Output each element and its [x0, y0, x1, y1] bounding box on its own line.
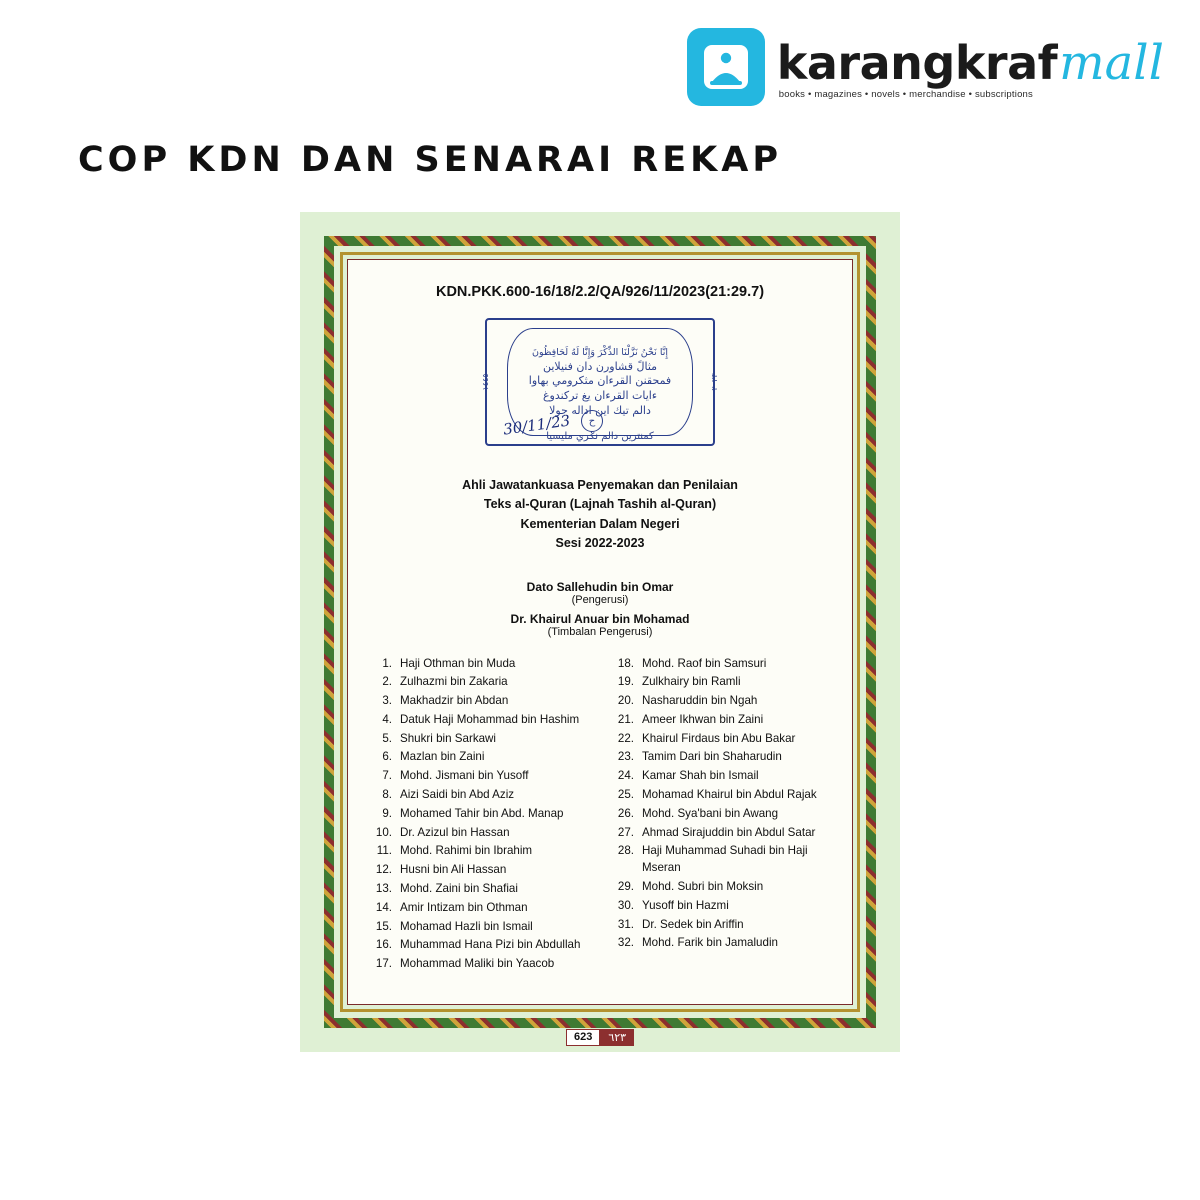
- member-number: 15.: [375, 919, 392, 933]
- member-name: Mohd. Zaini bin Shafiai: [400, 882, 518, 896]
- member-name: Mazlan bin Zaini: [400, 750, 485, 764]
- member-name: Mohd. Sya'bani bin Awang: [642, 806, 779, 820]
- member-name: Mohamad Khairul bin Abdul Rajak: [642, 788, 817, 802]
- list-item: [608, 917, 834, 934]
- member-number: 24.: [617, 769, 634, 783]
- deputy-chairman-name: Dr. Khairul Anuar bin Mohamad: [510, 611, 690, 626]
- list-item: [366, 806, 592, 823]
- list-item: [366, 693, 592, 710]
- member-number: 29.: [617, 880, 634, 894]
- list-item: [366, 825, 592, 842]
- member-number: 3.: [382, 694, 392, 708]
- member-number: 27.: [617, 825, 634, 839]
- list-item: [608, 656, 834, 673]
- member-number: 2.: [382, 675, 392, 689]
- member-number: 17.: [375, 957, 392, 971]
- certificate-content: [356, 268, 844, 996]
- list-item: [608, 693, 834, 710]
- deputy-chairman-role: (Timbalan Pengerusi): [547, 625, 653, 638]
- member-name: Mohd. Raof bin Samsuri: [642, 656, 767, 670]
- list-item: [608, 898, 834, 915]
- member-number: 23.: [617, 750, 634, 764]
- member-number: 8.: [382, 788, 392, 802]
- list-item: [608, 806, 834, 823]
- karangkraf-logo-icon: [687, 28, 765, 106]
- member-number: 21.: [617, 712, 634, 726]
- member-name: Nasharuddin bin Ngah: [642, 694, 758, 708]
- stamp-quran-verse: إِنَّا نَحْنُ نَزَّلْنَا الذِّكْرَ وَإِنَّا لَهُ لَحَافِظُونَ: [531, 346, 669, 358]
- list-item: [366, 900, 592, 917]
- list-item: [608, 843, 834, 877]
- member-number: 26.: [617, 806, 634, 820]
- list-item: [608, 674, 834, 691]
- list-item: [608, 935, 834, 952]
- member-name: Haji Muhammad Suhadi bin Haji Mseran: [642, 844, 808, 875]
- member-name: Husni bin Ali Hassan: [400, 863, 507, 877]
- list-item: [608, 768, 834, 785]
- member-name: Yusoff bin Hazmi: [642, 898, 729, 912]
- brand-text: [777, 35, 1164, 100]
- member-number: 4.: [382, 712, 392, 726]
- list-item: [366, 919, 592, 936]
- member-number: 18.: [617, 656, 634, 670]
- member-name: Mohamad Hazli bin Ismail: [400, 919, 533, 933]
- member-number: 13.: [375, 882, 392, 896]
- kdn-reference-code: KDN.PKK.600-16/18/2.2/QA/926/11/2023(21:29.7): [435, 284, 765, 300]
- list-item: [608, 879, 834, 896]
- member-name: Haji Othman bin Muda: [400, 656, 516, 670]
- member-number: 25.: [617, 788, 634, 802]
- members-column-left: [366, 656, 592, 976]
- member-name: Makhadzir bin Abdan: [400, 694, 509, 708]
- member-name: Ameer Ikhwan bin Zaini: [642, 712, 764, 726]
- member-name: Mohd. Jismani bin Yusoff: [400, 769, 529, 783]
- member-number: 19.: [617, 675, 634, 689]
- stamp-ministry-text: كمنترين دالم نݢري مليسيا: [546, 431, 654, 442]
- committee-line-2: Teks al-Quran (Lajnah Tashih al-Quran): [483, 497, 717, 512]
- page-number-badge: [300, 1029, 900, 1046]
- member-name: Ahmad Sirajuddin bin Abdul Satar: [642, 825, 816, 839]
- kdn-official-stamp: [481, 318, 719, 446]
- stamp-line-3: ءايات القرءان يغ تركندوغ: [542, 388, 658, 402]
- member-number: 10.: [375, 825, 392, 839]
- page-number-latin: 623: [566, 1029, 600, 1046]
- page-number-arabic: ٦٢٣: [600, 1029, 634, 1046]
- member-name: Mohd. Farik bin Jamaludin: [642, 936, 778, 950]
- member-name: Amir Intizam bin Othman: [400, 900, 528, 914]
- members-list: [356, 656, 844, 976]
- member-name: Khairul Firdaus bin Abu Bakar: [642, 731, 796, 745]
- member-number: 32.: [617, 936, 634, 950]
- member-name: Kamar Shah bin Ismail: [642, 769, 759, 783]
- member-number: 5.: [382, 731, 392, 745]
- committee-line-3: Kementerian Dalam Negeri: [520, 516, 680, 531]
- list-item: [366, 749, 592, 766]
- member-number: 16.: [375, 938, 392, 952]
- member-number: 11.: [376, 844, 392, 858]
- member-name: Mohammad Maliki bin Yaacob: [400, 957, 555, 971]
- certificate-page: [300, 212, 900, 1052]
- list-item: [366, 787, 592, 804]
- member-number: 7.: [382, 769, 392, 783]
- member-name: Muhammad Hana Pizi bin Abdullah: [400, 938, 581, 952]
- list-item: [366, 956, 592, 973]
- member-name: Mohd. Subri bin Moksin: [642, 880, 764, 894]
- list-item: [366, 674, 592, 691]
- list-item: [608, 825, 834, 842]
- stamp-line-4: دالم تيك اين اداله جولا: [549, 403, 651, 417]
- list-item: [366, 843, 592, 860]
- member-name: Dr. Sedek bin Ariffin: [642, 917, 744, 931]
- member-number: 14.: [375, 900, 392, 914]
- member-number: 6.: [382, 750, 392, 764]
- list-item: [608, 712, 834, 729]
- list-item: [366, 712, 592, 729]
- member-number: 30.: [617, 898, 634, 912]
- committee-line-4: Sesi 2022-2023: [555, 536, 645, 551]
- stamp-handwritten-date: 30/11/23: [502, 411, 572, 439]
- committee-line-1: Ahli Jawatankuasa Penyemakan dan Penilaian: [462, 478, 738, 492]
- list-item: [608, 731, 834, 748]
- member-name: Mohamed Tahir bin Abd. Manap: [400, 806, 564, 820]
- list-item: [366, 937, 592, 954]
- list-item: [608, 787, 834, 804]
- member-name: Mohd. Rahimi bin Ibrahim: [400, 844, 533, 858]
- chairman-name: Dato Sallehudin bin Omar: [526, 579, 674, 594]
- member-name: Zulkhairy bin Ramli: [642, 675, 741, 689]
- stamp-side-right-text: ٢٠٢٣: [709, 373, 719, 391]
- member-number: 31.: [617, 917, 634, 931]
- chairman-role: (Pengerusi): [571, 593, 629, 606]
- member-name: Shukri bin Sarkawi: [400, 731, 497, 745]
- member-name: Tamim Dari bin Shaharudin: [642, 750, 782, 764]
- list-item: [608, 749, 834, 766]
- brand-name-primary: karangkraf: [776, 35, 1058, 90]
- member-number: 28.: [617, 844, 634, 858]
- officers-block: [356, 580, 844, 638]
- member-name: Zulhazmi bin Zakaria: [400, 675, 508, 689]
- member-number: 20.: [617, 694, 634, 708]
- stamp-line-2: فمحقنن القرءان مثكرومي بهاوا: [528, 374, 672, 388]
- member-name: Datuk Haji Mohammad bin Hashim: [400, 712, 580, 726]
- member-name: Dr. Azizul bin Hassan: [400, 825, 510, 839]
- member-number: 12.: [375, 863, 392, 877]
- list-item: [366, 731, 592, 748]
- stamp-circular-mark: ح: [581, 410, 603, 432]
- list-item: [366, 656, 592, 673]
- committee-heading: [356, 476, 844, 554]
- member-number: 1.: [382, 656, 392, 670]
- member-number: 22.: [617, 731, 634, 745]
- stamp-line-1: مثالً قشاورن دان فنيلاين: [542, 359, 658, 373]
- list-item: [366, 881, 592, 898]
- stamp-side-left-text: ١٤٤٥: [481, 373, 491, 391]
- list-item: [366, 768, 592, 785]
- members-column-right: [608, 656, 834, 976]
- brand-tagline: books • magazines • novels • merchandise • subscriptions: [778, 88, 1033, 100]
- member-number: 9.: [382, 806, 392, 820]
- member-name: Aizi Saidi bin Abd Aziz: [400, 788, 515, 802]
- brand-header: [687, 28, 1164, 106]
- list-item: [366, 862, 592, 879]
- page-title: COP KDN DAN SENARAI REKAP: [78, 140, 783, 180]
- brand-name-secondary: mall: [1059, 34, 1164, 91]
